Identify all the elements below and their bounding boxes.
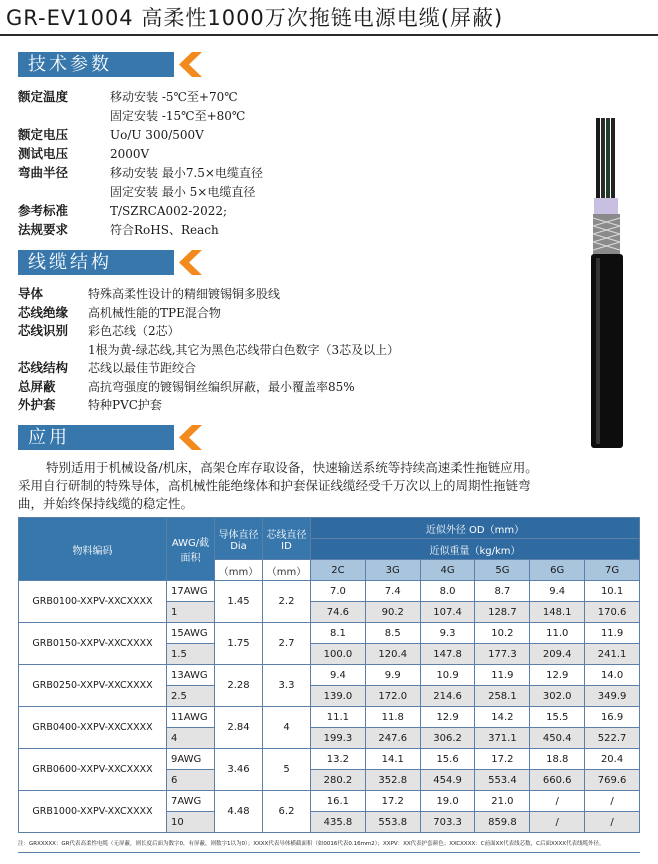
weight-cell: 349.9 [585,686,640,707]
structure-label: 芯线结构 [18,360,69,375]
section-header-tech: 技术参数 [18,52,174,77]
tech-param-value: 2000V [110,147,150,161]
outer-diameter-cell: 10.9 [420,665,475,686]
outer-diameter-cell: / [530,791,585,812]
outer-diameter-cell: 16.9 [585,707,640,728]
structure-label: 外护套 [18,397,56,412]
weight-cell: 553.8 [365,812,420,833]
weight-cell: 128.7 [475,602,530,623]
cross-section-cell: 10 [167,812,215,833]
outer-diameter-cell: 18.8 [530,749,585,770]
tech-param-value: Uo/U 300/500V [110,128,204,142]
awg-cell: 7AWG [167,791,215,812]
weight-cell: 139.0 [311,686,366,707]
weight-cell: 352.8 [365,770,420,791]
structure-label: 芯线识别 [18,323,69,338]
tech-param-label: 参考标准 [18,203,69,218]
weight-cell: 177.3 [475,644,530,665]
footnote: 注：GRXXXXX：GR代表高柔性电缆（无屏蔽，则长度后面为数字0，有屏蔽，则数字1以为0）；XXXX代表导体横截面积（如0016代表0.16mm2）；XXPV：XX代表护套颜色；XXCXXXX：C前面XX代表线芯数，C后面XXXX代表线缆外径。 [18,841,605,847]
weight-cell: / [530,812,585,833]
outer-diameter-cell: 7.0 [311,581,366,602]
spec-table [18,517,640,833]
core-count-header: 4G [420,560,475,581]
core-diameter: 6.2 [263,791,311,833]
outer-diameter-cell: 14.1 [365,749,420,770]
material-code: GRB0250-XXPV-XXCXXXX [19,665,167,707]
outer-diameter-cell: 9.4 [311,665,366,686]
section-header-structure: 线缆结构 [18,250,174,275]
structure-value: 高机械性能的TPE混合物 [88,305,221,320]
structure-value: 特种PVC护套 [88,398,162,412]
core-count-header: 5G [475,560,530,581]
awg-cell: 11AWG [167,707,215,728]
core-count-header: 6G [530,560,585,581]
outer-diameter-cell: 14.0 [585,665,640,686]
cross-section-cell: 6 [167,770,215,791]
outer-diameter-cell: 11.9 [475,665,530,686]
outer-diameter-cell: 20.4 [585,749,640,770]
weight-cell: 120.4 [365,644,420,665]
core-count-header: 7G [585,560,640,581]
conductor-diameter: 1.75 [215,623,263,665]
header-id: 芯线直径ID [263,518,311,560]
tech-param-value: 移动安装 最小7.5×电缆直径 [110,166,263,180]
outer-diameter-cell: 12.9 [530,665,585,686]
structure-value: 彩色芯线（2芯） [88,324,180,338]
conductor-diameter: 1.45 [215,581,263,623]
weight-cell: 306.2 [420,728,475,749]
table-row [19,749,640,770]
weight-cell: 660.6 [530,770,585,791]
weight-cell: 107.4 [420,602,475,623]
weight-cell: 247.6 [365,728,420,749]
awg-cell: 15AWG [167,623,215,644]
material-code: GRB0100-XXPV-XXCXXXX [19,581,167,623]
cross-section-cell: 2.5 [167,686,215,707]
core-diameter: 2.7 [263,623,311,665]
weight-cell: 100.0 [311,644,366,665]
outer-diameter-cell: 8.1 [311,623,366,644]
weight-cell: 172.0 [365,686,420,707]
material-code: GRB0600-XXPV-XXCXXXX [19,749,167,791]
tech-param-value: 固定安装 -15℃至+80℃ [110,109,246,123]
outer-diameter-cell: 13.2 [311,749,366,770]
chevron-icon [178,425,202,450]
structure-label: 导体 [18,286,44,301]
outer-diameter-cell: 10.2 [475,623,530,644]
weight-cell: 170.6 [585,602,640,623]
chevron-icon [178,250,202,275]
core-diameter: 2.2 [263,581,311,623]
footnote-divider [18,852,640,853]
awg-cell: 13AWG [167,665,215,686]
tech-param-value: 移动安装 -5℃至+70℃ [110,90,238,104]
weight-cell: 454.9 [420,770,475,791]
outer-diameter-cell: 11.8 [365,707,420,728]
weight-cell: 703.3 [420,812,475,833]
core-diameter: 4 [263,707,311,749]
tech-param-value: 固定安装 最小 5×电缆直径 [110,185,256,199]
tech-param-value: 符合RoHS、Reach [110,223,219,237]
tech-param-label: 法规要求 [18,222,69,237]
weight-cell: 450.4 [530,728,585,749]
table-row [19,623,640,644]
core-count-header: 3G [365,560,420,581]
weight-cell: 90.2 [365,602,420,623]
structure-label: 芯线绝缘 [18,304,69,320]
weight-cell: 199.3 [311,728,366,749]
tech-param-value: T/SZRCA002-2022; [110,204,228,218]
structure-value: 高抗弯强度的镀锡铜丝编织屏蔽，最小覆盖率85% [88,379,355,394]
outer-diameter-cell: 21.0 [475,791,530,812]
cable-image [588,118,628,448]
material-code: GRB0150-XXPV-XXCXXXX [19,623,167,665]
weight-cell: 148.1 [530,602,585,623]
application-text: 特别适用于机械设备/机床，高架仓库存取设备，快速输送系统等持续高速柔性拖链应用。采用自行研制的特殊导体，高机械性能绝缘体和护套保证线缆经受千万次以上的周期性拖链弯曲，并始终保持线缆的稳定性。 [18,460,538,511]
weight-cell: 553.4 [475,770,530,791]
outer-diameter-cell: 11.9 [585,623,640,644]
header-od: 近似外径 OD（mm） [311,518,640,539]
structure-value: 特殊高柔性设计的精细镀锡铜多股线 [88,287,281,301]
outer-diameter-cell: 8.0 [420,581,475,602]
weight-cell: 209.4 [530,644,585,665]
conductor-diameter: 2.28 [215,665,263,707]
structure-label: 总屏蔽 [18,378,56,394]
outer-diameter-cell: 11.0 [530,623,585,644]
header-awg: AWG/截面积 [167,518,215,581]
cross-section-cell: 1.5 [167,644,215,665]
header-dia: 导体直径Dia [215,518,263,560]
section-header-application: 应用 [18,425,174,450]
outer-diameter-cell: 12.9 [420,707,475,728]
outer-diameter-cell: 7.4 [365,581,420,602]
table-row [19,707,640,728]
weight-cell: 769.6 [585,770,640,791]
tech-param-label: 弯曲半径 [18,165,69,180]
structure-value: 1根为黄-绿芯线,其它为黑色芯线带白色数字（3芯及以上） [88,342,400,357]
material-code: GRB0400-XXPV-XXCXXXX [19,707,167,749]
outer-diameter-cell: 16.1 [311,791,366,812]
title-divider [0,34,658,36]
unit-id: （mm） [263,560,311,581]
core-diameter: 5 [263,749,311,791]
outer-diameter-cell: 9.3 [420,623,475,644]
conductor-diameter: 4.48 [215,791,263,833]
outer-diameter-cell: 9.4 [530,581,585,602]
table-row [19,665,640,686]
core-count-header: 2C [311,560,366,581]
weight-cell: 241.1 [585,644,640,665]
weight-cell: 214.6 [420,686,475,707]
outer-diameter-cell: 9.9 [365,665,420,686]
weight-cell: 371.1 [475,728,530,749]
core-diameter: 3.3 [263,665,311,707]
awg-cell: 9AWG [167,749,215,770]
weight-cell: 302.0 [530,686,585,707]
chevron-icon [178,52,202,77]
weight-cell: 147.8 [420,644,475,665]
table-row [19,791,640,812]
tech-param-label: 额定电压 [18,127,69,142]
outer-diameter-cell: 17.2 [365,791,420,812]
weight-cell: / [585,812,640,833]
outer-diameter-cell: 14.2 [475,707,530,728]
weight-cell: 859.8 [475,812,530,833]
conductor-diameter: 3.46 [215,749,263,791]
outer-diameter-cell: 15.5 [530,707,585,728]
weight-cell: 258.1 [475,686,530,707]
weight-cell: 522.7 [585,728,640,749]
tech-param-label: 额定温度 [18,89,69,104]
weight-cell: 435.8 [311,812,366,833]
awg-cell: 17AWG [167,581,215,602]
tech-param-label: 测试电压 [18,146,69,161]
header-weight: 近似重量（kg/km） [311,539,640,560]
outer-diameter-cell: 11.1 [311,707,366,728]
outer-diameter-cell: 15.6 [420,749,475,770]
cross-section-cell: 1 [167,602,215,623]
table-row [19,581,640,602]
outer-diameter-cell: 8.5 [365,623,420,644]
structure-value: 芯线以最佳节距绞合 [88,361,197,375]
outer-diameter-cell: 19.0 [420,791,475,812]
outer-diameter-cell: / [585,791,640,812]
cross-section-cell: 4 [167,728,215,749]
outer-diameter-cell: 17.2 [475,749,530,770]
weight-cell: 74.6 [311,602,366,623]
outer-diameter-cell: 8.7 [475,581,530,602]
header-code: 物料编码 [19,518,167,581]
conductor-diameter: 2.84 [215,707,263,749]
page-title: GR-EV1004 高柔性1000万次拖链电源电缆(屏蔽) [6,6,504,30]
material-code: GRB1000-XXPV-XXCXXXX [19,791,167,833]
unit-dia: （mm） [215,560,263,581]
outer-diameter-cell: 10.1 [585,581,640,602]
weight-cell: 280.2 [311,770,366,791]
